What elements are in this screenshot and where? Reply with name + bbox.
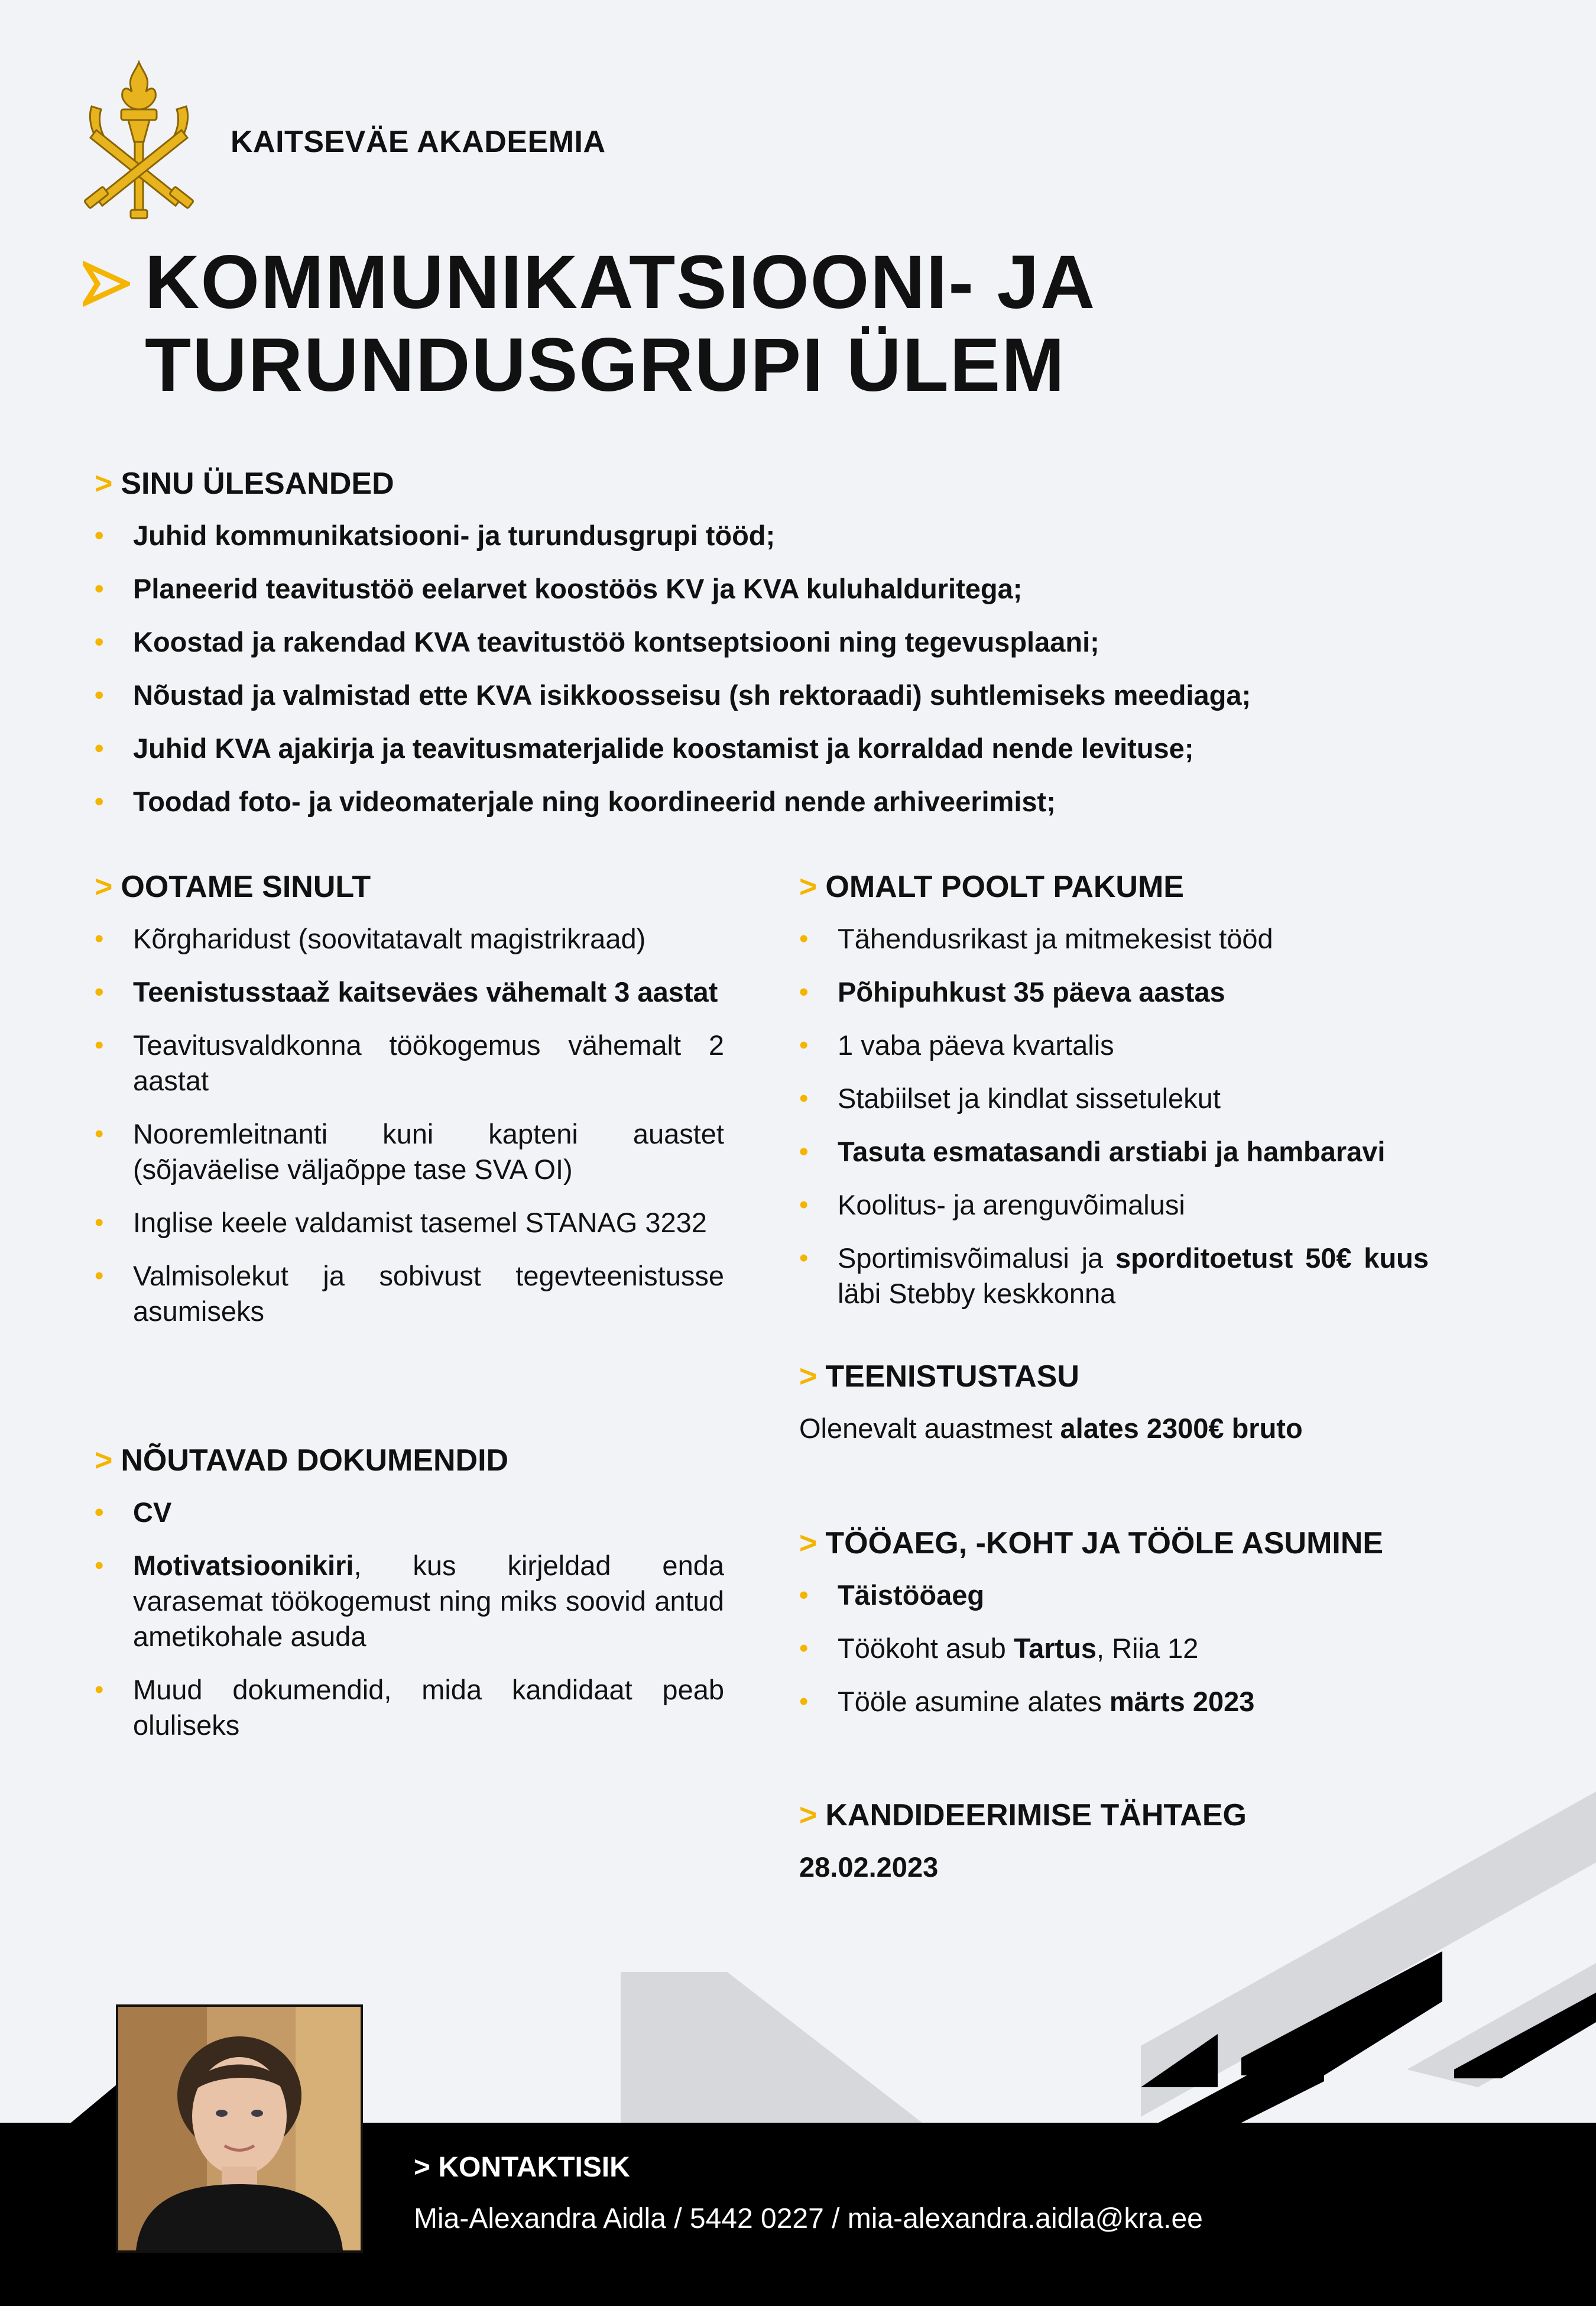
title-chevron-icon [83,260,130,307]
documents-list [95,1495,724,1743]
list-item: • Nooremleitnanti kuni kapteni auastet (sõjaväelise väljaõppe tase SVA OI) [95,1116,724,1187]
list-item: • Valmisolekut ja sobivust tegevteenistusse asumiseks [95,1258,724,1329]
list-item: • Juhid kommunikatsiooni- ja turundusgrupi tööd; [95,518,1513,553]
contact-heading: > KONTAKTISIK [414,2152,630,2183]
section-heading: > OMALT POOLT PAKUME [799,870,1184,904]
offer-list [799,921,1429,1311]
list-item: • Motivatsioonikiri, kus kirjeldad enda varasemat töökogemust ning miks soovid antud ametikohale asuda [95,1548,724,1654]
list-item: • Töökoht asub Tartus, Riia 12 [799,1631,1509,1666]
list-item: • Teavitusvaldkonna töökogemus vähemalt 2 aastat [95,1028,724,1099]
list-item: • 1 vaba päeva kvartalis [799,1028,1429,1063]
list-item: • Stabiilset ja kindlat sissetulekut [799,1081,1429,1116]
list-item: • Sportimisvõimalusi ja sporditoetust 50€ kuus läbi Stebby keskkonna [799,1241,1429,1311]
list-item: • Tööle asumine alates märts 2023 [799,1684,1509,1719]
section-offer [799,869,1429,1329]
list-item: • Koolitus- ja arenguvõimalusi [799,1187,1429,1223]
section-documents [95,1443,724,1761]
contact-photo [116,2004,363,2253]
section-heading: > SINU ÜLESANDED [95,467,394,501]
list-item: • Nõustad ja valmistad ette KVA isikkoosseisu (sh rektoraadi) suhtlemiseks meediaga; [95,678,1513,713]
list-item: • Koostad ja rakendad KVA teavitustöö kontseptsiooni ning tegevusplaani; [95,624,1513,660]
section-heading: > KANDIDEERIMISE TÄHTAEG [799,1798,1247,1832]
deadline-date: 28.02.2023 [799,1851,939,1883]
title-line-1: KOMMUNIKATSIOONI- JA [145,240,1097,325]
section-deadline [799,1797,1509,1885]
section-worktime [799,1526,1509,1737]
list-item: • Täistööaeg [799,1578,1509,1613]
section-tasks [95,466,1513,837]
section-heading: > OOTAME SINULT [95,870,371,904]
list-item: • Kõrgharidust (soovitatavalt magistrikraad) [95,921,724,957]
list-item: • Inglise keele valdamist tasemel STANAG 3232 [95,1205,724,1241]
tasks-list [95,518,1513,820]
section-salary [799,1359,1509,1446]
academy-emblem-icon [80,59,198,228]
list-item: • Teenistusstaaž kaitseväes vähemalt 3 aastat [95,974,724,1010]
section-heading: > NÕUTAVAD DOKUMENDID [95,1443,509,1478]
list-item: • Muud dokumendid, mida kandidaat peab oluliseks [95,1672,724,1743]
list-item: • Põhipuhkust 35 päeva aastas [799,974,1429,1010]
worktime-list [799,1578,1509,1719]
expect-list [95,921,724,1329]
title-line-2: TURUNDUSGRUPI ÜLEM [145,323,1066,407]
org-name: KAITSEVÄE AKADEEMIA [231,125,606,159]
section-expect [95,869,724,1347]
list-item: • Toodad foto- ja videomaterjale ning koordineerid nende arhiveerimist; [95,784,1513,820]
page-title [145,241,1096,407]
list-item: • Planeerid teavitustöö eelarvet koostöös KV ja KVA kuluhalduritega; [95,571,1513,607]
list-item: • CV [95,1495,724,1530]
salary-text: Olenevalt auastmest alates 2300€ bruto [799,1413,1303,1444]
contact-details: Mia-Alexandra Aidla / 5442 0227 / mia-alexandra.aidla@kra.ee [414,2203,1203,2234]
list-item: • Tasuta esmatasandi arstiabi ja hambaravi [799,1134,1429,1170]
list-item: • Juhid KVA ajakirja ja teavitusmaterjalide koostamist ja korraldad nende levituse; [95,731,1513,766]
section-heading: > TÖÖAEG, -KOHT JA TÖÖLE ASUMINE [799,1526,1384,1560]
list-item: • Tähendusrikast ja mitmekesist tööd [799,921,1429,957]
section-heading: > TEENISTUSTASU [799,1359,1079,1394]
